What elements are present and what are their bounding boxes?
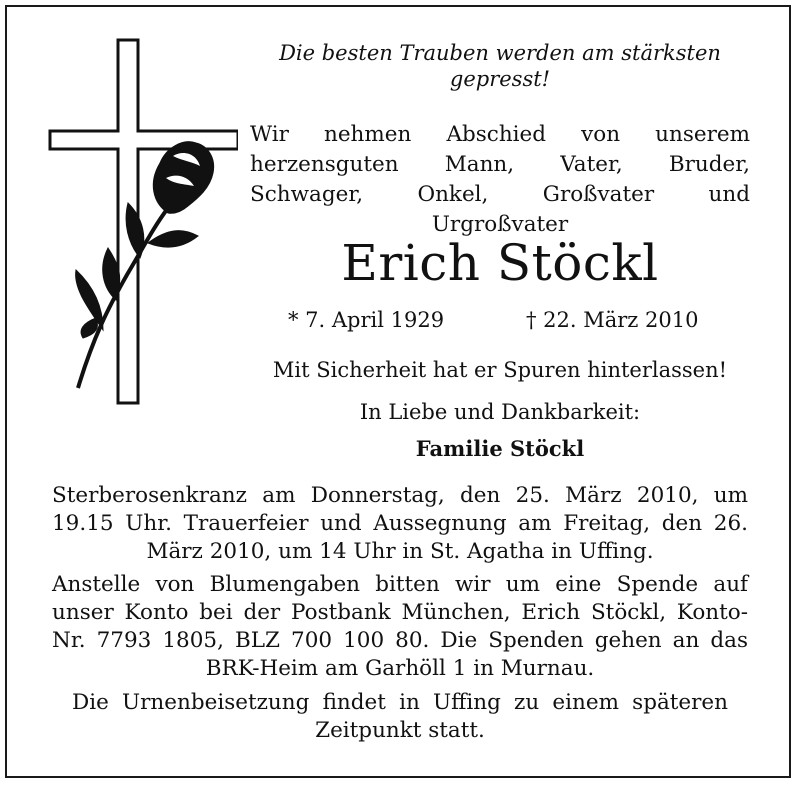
death-date: † 22. März 2010 [526, 308, 699, 332]
cross-with-rose-icon [48, 38, 238, 408]
gratitude-line: In Liebe und Dankbarkeit: [359, 400, 641, 424]
cross-icon [50, 40, 238, 403]
legacy-line: Mit Sicherheit hat er Spuren hinterlassen! [272, 358, 728, 382]
ceremony-paragraph: Sterberosenkranz am Donnerstag, den 25. März 2010, um 19.15 Uhr. Trauerfeier und Aussegnung am Freitag, den 26. März 2010, um 14 Uhr in St. Agatha in Uffing. [52, 483, 748, 564]
deceased-name: Erich Stöckl [341, 234, 659, 292]
donation-paragraph: Anstelle von Blumengaben bitten wir um eine Spende auf unser Konto bei der Postbank München, Erich Stöckl, Konto-Nr. 7793 1805, BLZ 700 100 80. Die Spenden gehen an das BRK-Heim am Garhöll 1 in Murnau. [52, 572, 748, 681]
rose-icon [76, 142, 214, 388]
intro-text: Wir nehmen Abschied von unserem herzensguten Mann, Vater, Bruder, Schwager, Onkel, Großvater und Urgroßvater [250, 122, 750, 237]
burial-paragraph: Die Urnenbeisetzung findet in Uffing zu einem späteren Zeitpunkt statt. [72, 690, 728, 743]
motto: Die besten Trauben werden am stärksten gepresst! [279, 41, 721, 91]
birth-date: * 7. April 1929 [288, 308, 445, 332]
family-signature: Familie Stöckl [415, 436, 585, 461]
